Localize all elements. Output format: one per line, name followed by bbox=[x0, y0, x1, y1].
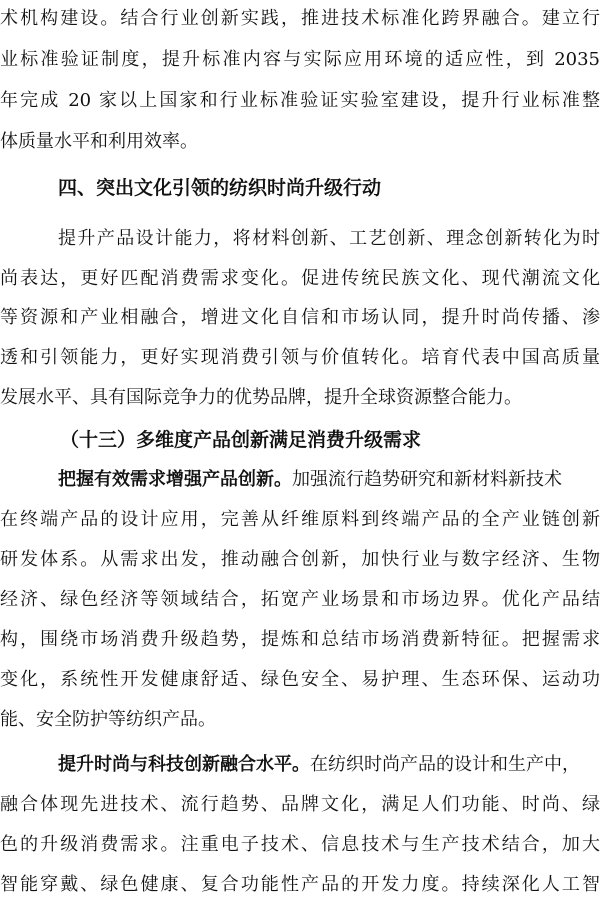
paragraph-line: 发展水平、具有国际竞争力的优势品牌，提升全球资源整合能力。 bbox=[0, 387, 522, 408]
paragraph-line: 等资源和产业相融合，增进文化自信和市场认同，提升时尚传播、渗 bbox=[0, 307, 600, 328]
paragraph-line: 提升产品设计能力，将材料创新、工艺创新、理念创新转化为时 bbox=[58, 228, 600, 249]
paragraph-first-line bbox=[58, 750, 600, 780]
paragraph-first-line bbox=[58, 465, 600, 495]
paragraph-line: 经济、绿色经济等领域结合，拓宽产业场景和市场边界。优化产品结 bbox=[0, 589, 600, 610]
paragraph-line: 研发体系。从需求出发，推动融合创新，加快行业与数字经济、生物 bbox=[0, 549, 600, 570]
paragraph-line: 能、安全防护等纺织产品。 bbox=[0, 709, 216, 730]
paragraph-line: 业标准验证制度，提升标准内容与实际应用环境的适应性，到 2035 bbox=[0, 49, 600, 70]
paragraph-line: 透和引领能力，更好实现消费引领与价值转化。培育代表中国高质量 bbox=[0, 347, 600, 368]
paragraph-lead: 提升时尚与科技创新融合水平。 bbox=[58, 754, 310, 775]
paragraph-line: 尚表达，更好匹配消费需求变化。促进传统民族文化、现代潮流文化 bbox=[0, 268, 600, 289]
paragraph-text: 在纺织时尚产品的设计和生产中， bbox=[310, 754, 580, 775]
paragraph-line: 变化，系统性开发健康舒适、绿色安全、易护理、生态环保、运动功 bbox=[0, 669, 600, 690]
subsection-heading: （十三）多维度产品创新满足消费升级需求 bbox=[60, 429, 422, 451]
paragraph-line: 融合体现先进技术、流行趋势、品牌文化，满足人们功能、时尚、绿 bbox=[0, 794, 600, 815]
paragraph-text: 加强流行趋势研究和新材料新技术 bbox=[292, 469, 562, 490]
paragraph-line: 术机构建设。结合行业创新实践，推进技术标准化跨界融合。建立行 bbox=[0, 8, 600, 29]
paragraph-line: 年完成 20 家以上国家和行业标准验证实验室建设，提升行业标准整 bbox=[0, 90, 600, 111]
paragraph-line: 智能穿戴、绿色健康、复合功能性产品的开发力度。持续深化人工智 bbox=[0, 874, 600, 895]
paragraph-line: 体质量水平和利用效率。 bbox=[0, 131, 198, 152]
paragraph-line: 构，围绕市场消费升级趋势，提炼和总结市场消费新特征。把握需求 bbox=[0, 629, 600, 650]
section-heading: 四、突出文化引领的纺织时尚升级行动 bbox=[58, 177, 382, 199]
paragraph-line: 在终端产品的设计应用，完善从纤维原料到终端产品的全产业链创新 bbox=[0, 509, 600, 530]
paragraph-line: 色的升级消费需求。注重电子技术、信息技术与生产技术结合，加大 bbox=[0, 834, 600, 855]
paragraph-lead: 把握有效需求增强产品创新。 bbox=[58, 469, 292, 490]
